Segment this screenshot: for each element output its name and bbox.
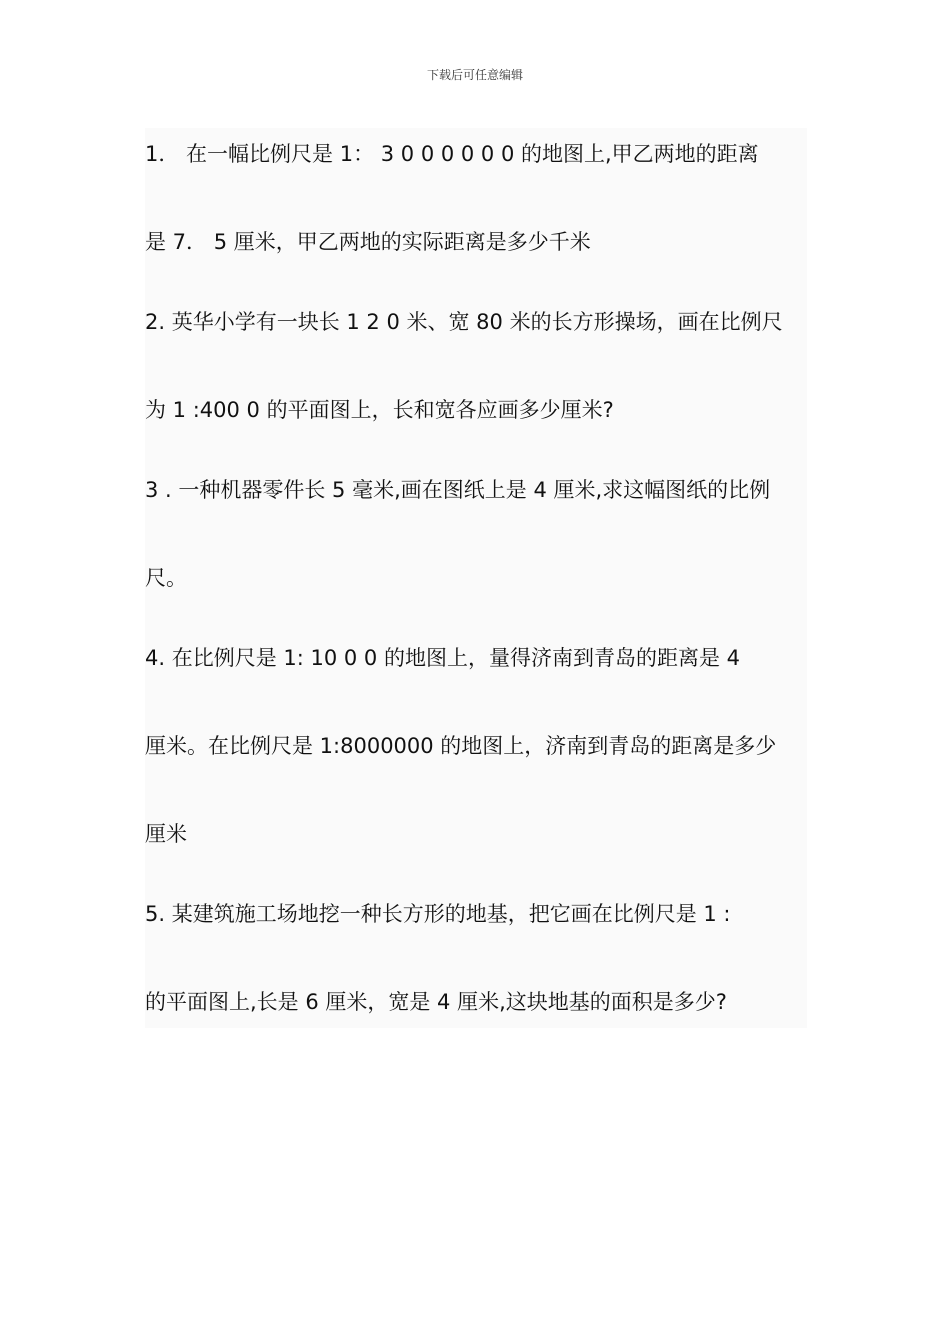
question-3 — [145, 464, 807, 604]
question-2 — [145, 296, 807, 436]
question-5-line-2: 的平面图上,长是 6 厘米，宽是 4 厘米,这块地基的面积是多少? — [145, 990, 727, 1014]
question-1-line-1: 1． 在一幅比例尺是 1： 3 0 0 0 0 0 0 的地图上,甲乙两地的距离 — [145, 142, 759, 166]
question-list — [145, 128, 807, 1028]
question-2-line-2: 为 1 :400 0 的平面图上，长和宽各应画多少厘米? — [145, 398, 614, 422]
question-4-line-2: 厘米。在比例尺是 1:8000000 的地图上，济南到青岛的距离是多少 — [145, 734, 777, 758]
question-3-line-1: 3 . 一种机器零件长 5 毫米,画在图纸上是 4 厘米,求这幅图纸的比例 — [145, 478, 771, 502]
question-4-line-3: 厘米 — [145, 822, 187, 846]
question-4 — [145, 632, 807, 860]
question-3-line-2: 尺。 — [145, 566, 187, 590]
question-5 — [145, 888, 807, 1028]
question-1 — [145, 128, 807, 268]
question-1-line-2: 是 7． 5 厘米，甲乙两地的实际距离是多少千米 — [145, 230, 591, 254]
question-4-line-1: 4. 在比例尺是 1: 10 0 0 的地图上，量得济南到青岛的距离是 4 — [145, 646, 741, 670]
question-5-line-1: 5. 某建筑施工场地挖一种长方形的地基，把它画在比例尺是 1 : — [145, 902, 731, 926]
question-2-line-1: 2. 英华小学有一块长 1 2 0 米、宽 80 米的长方形操场，画在比例尺 — [145, 310, 783, 334]
page-header: 下载后可任意编辑 — [426, 68, 523, 82]
